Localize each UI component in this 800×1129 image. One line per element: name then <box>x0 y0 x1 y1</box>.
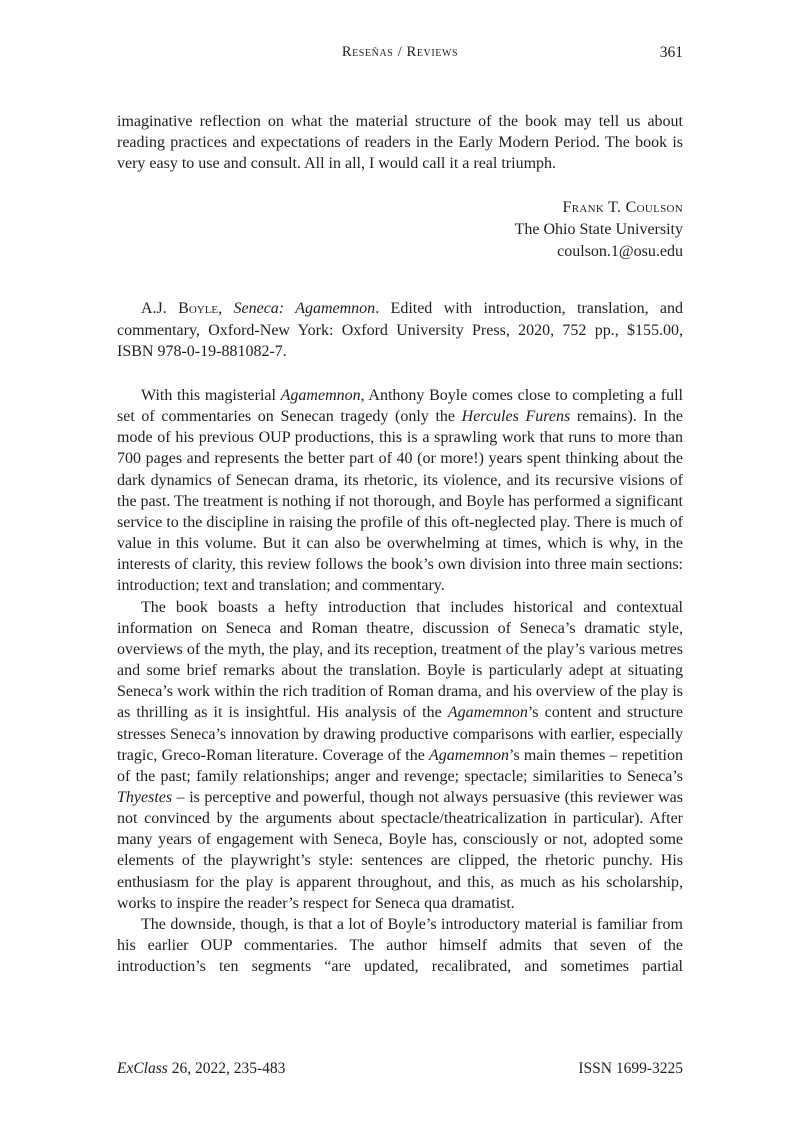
review-paragraph: With this magisterial Agamemnon, Anthony Boyle comes close to completing a full set of commentaries on Senecan tragedy (only the Hercules Furens remains). In the mode of his previous OUP productions, this is a sprawling work that runs to more than 700 pages and represents the better part of 40 (or more!) years spent thinking about the dark dynamics of Senecan drama, its rhetoric, its violence, and its recursive visions of the past. The treatment is nothing if not thorough, and Boyle has performed a significant service to the discipline in raising the profile of this oft-neglected play. There is much of value in this volume. But it can also be overwhelming at times, which is why, in the interests of clarity, this review follows the book’s own division into three main sections: introduction; text and translation; and commentary. <box>117 387 683 595</box>
reviewer-email: coulson.1@osu.edu <box>557 242 683 260</box>
reviewer-affiliation: The Ohio State University <box>514 220 683 238</box>
page-footer <box>117 1060 683 1078</box>
page-header <box>117 44 683 66</box>
page-number: 361 <box>659 44 683 61</box>
review-paragraph: The downside, though, is that a lot of Boyle’s introductory material is familiar from his earlier OUP commentaries. The author himself admits that seven of the introduction’s ten segments “are updated, recalibrated, and sometimes partial <box>117 915 683 976</box>
review-body <box>117 385 683 977</box>
reviewer-name: Frank T. Coulson <box>562 199 683 216</box>
running-title: Reseñas / Reviews <box>341 44 459 60</box>
reviewer-signature <box>117 197 683 262</box>
closing-paragraph: imaginative reflection on what the material structure of the book may tell us about reading practices and expectations of readers in the Early Modern Period. The book is very easy to use and consult. All in all, I would call it a real triumph. <box>117 113 683 173</box>
issn: ISSN 1699-3225 <box>578 1060 683 1077</box>
review-paragraph: The book boasts a hefty introduction that includes historical and contextual information on Seneca and Roman theatre, discussion of Seneca’s dramatic style, overviews of the myth, the play, and its reception, treatment of the play’s various metres and some brief remarks about the translation. Boyle is particularly adept at situating Seneca’s work within the rich tradition of Roman drama, and his overview of the play is as thrilling as it is insightful. His analysis of the Agamemnon’s content and structure stresses Seneca’s innovation by drawing productive comparisons with earlier, especially tragic, Greco-Roman literature. Coverage of the Agamemnon’s main themes – repetition of the past; family relationships; anger and revenge; spectacle; similarities to Seneca’s Thyestes – is perceptive and powerful, though not always persuasive (this reviewer was not convinced by the arguments about spectacle/theatricalization in particular). After many years of engagement with Seneca, Boyle has, consciously or not, adopted some elements of the playwright’s style: sentences are clipped, the rhetoric punchy. His enthusiasm for the play is apparent throughout, and this, as much as his scholarship, works to inspire the reader’s respect for Seneca qua dramatist. <box>117 598 684 912</box>
journal-info: ExClass 26, 2022, 235-483 <box>117 1060 286 1077</box>
book-citation: A.J. Boyle, Seneca: Agamemnon. Edited with introduction, translation, and commentary, Oxford-New York: Oxford University Press, 2020, 752 pp., $155.00, ISBN 978-0-19-881082-7. <box>117 300 684 361</box>
